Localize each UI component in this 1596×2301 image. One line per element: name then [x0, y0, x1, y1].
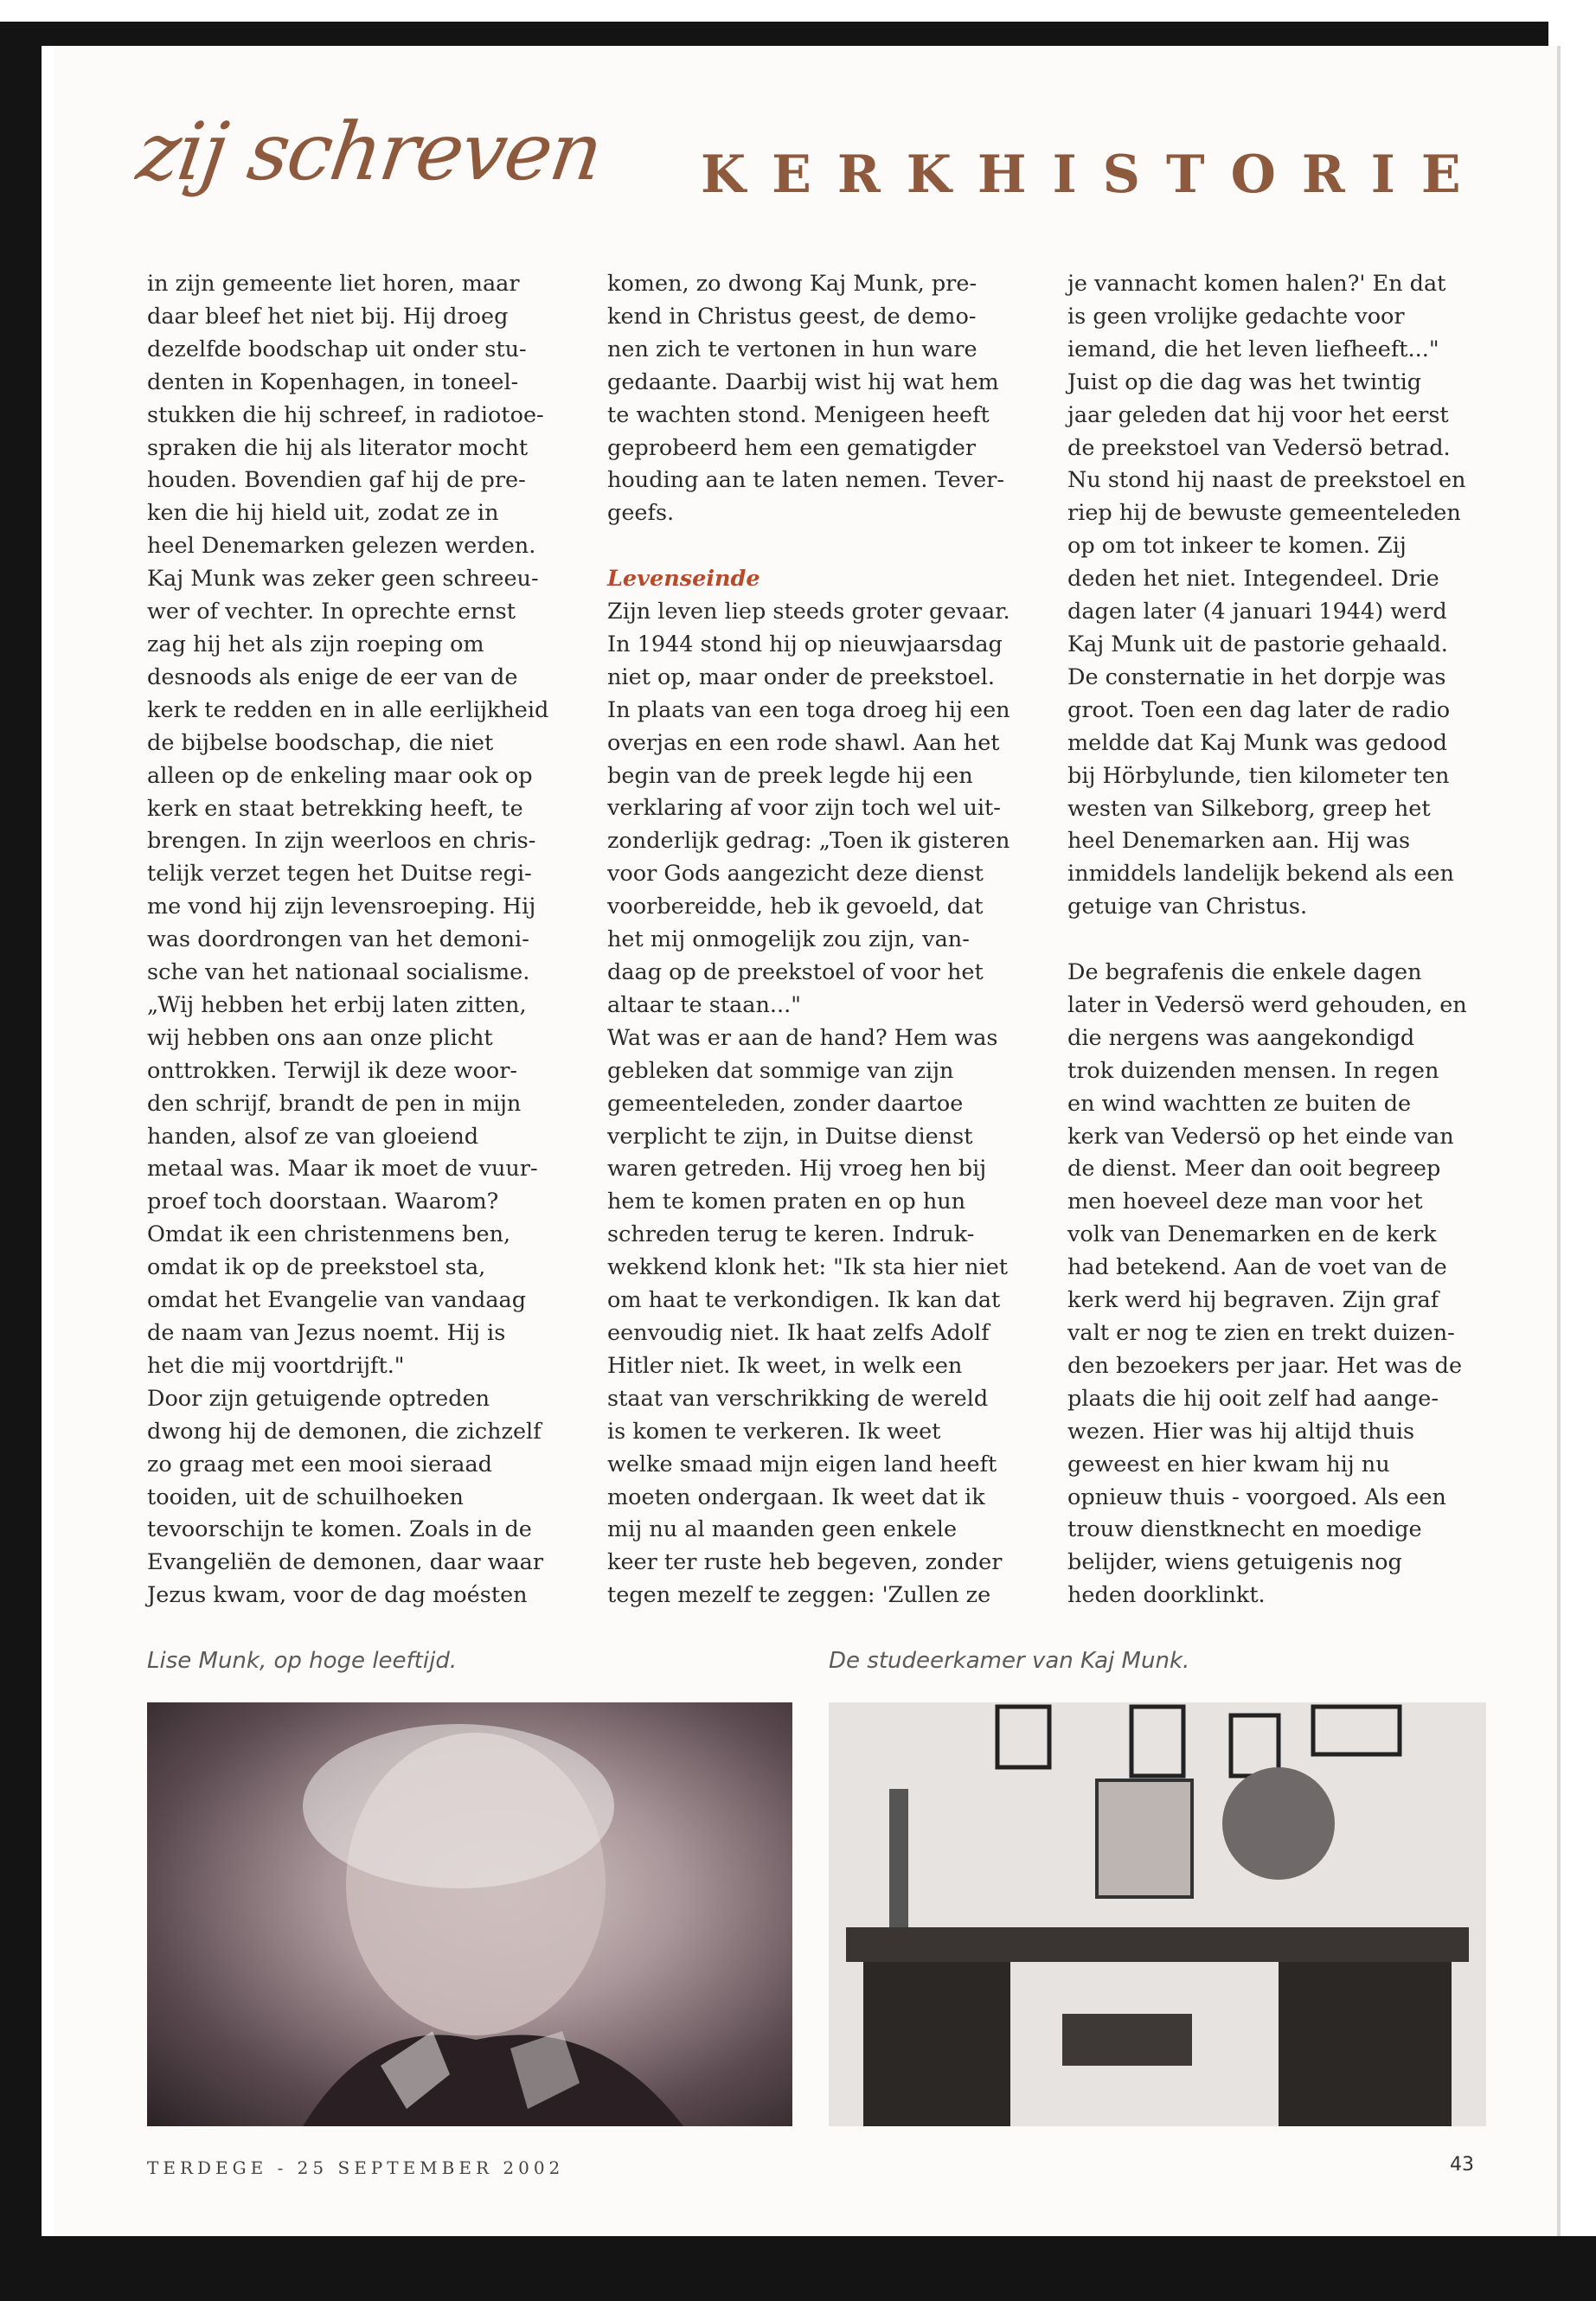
text-line: jaar geleden dat hij voor het eerst — [1067, 401, 1449, 428]
section-title: KERKHISTORIE — [701, 144, 1487, 205]
text-line: iemand, die het leven liefheeft..." — [1067, 336, 1439, 362]
text-line: De begrafenis die enkele dagen — [1067, 959, 1422, 986]
text-line: was doordrongen van het demoni- — [147, 926, 529, 953]
text-line: trouw dienstknecht en moedige — [1067, 1516, 1422, 1543]
text-line: den bezoekers per jaar. Het was de — [1067, 1352, 1463, 1379]
text-line: ken die hij hield uit, zodat ze in — [147, 500, 499, 527]
text-line: daar bleef het niet bij. Hij droeg — [147, 303, 509, 330]
text-line: Zijn leven liep steeds groter gevaar. — [607, 599, 1010, 625]
text-line: voor Gods aangezicht deze dienst — [607, 861, 984, 888]
text-line: riep hij de bewuste gemeenteleden — [1067, 500, 1461, 527]
text-line: te wachten stond. Menigeen heeft — [607, 401, 990, 428]
page-header — [131, 106, 1497, 227]
text-line: Jezus kwam, voor de dag moésten — [147, 1582, 528, 1609]
text-line: verplicht te zijn, in Duitse dienst — [607, 1123, 973, 1150]
text-line: tegen mezelf te zeggen: 'Zullen ze — [607, 1582, 991, 1609]
text-line: inmiddels landelijk bekend als een — [1067, 861, 1454, 888]
text-line: meldde dat Kaj Munk was gedood — [1067, 729, 1447, 756]
text-line: Kaj Munk was zeker geen schreeu- — [147, 566, 539, 593]
text-line: hem te komen praten en op hun — [607, 1189, 966, 1215]
page-number: 43 — [1450, 2154, 1474, 2176]
scan-border-top — [0, 22, 1548, 46]
scan-border-left — [0, 22, 42, 2301]
text-line: spraken die hij als literator mocht — [147, 434, 529, 461]
text-line: om haat te verkondigen. Ik kan dat — [607, 1287, 1001, 1314]
text-line: In 1944 stond hij op nieuwjaarsdag — [607, 631, 1003, 657]
text-line: schreden terug te keren. Indruk- — [607, 1221, 975, 1248]
text-line: telijk verzet tegen het Duitse regi- — [147, 861, 532, 888]
text-line: Wat was er aan de hand? Hem was — [607, 1024, 998, 1051]
text-line: geweest en hier kwam hij nu — [1067, 1451, 1390, 1477]
footer-publication: TERDEGE - 25 SEPTEMBER 2002 — [147, 2157, 565, 2178]
study-room-photo-art — [829, 1702, 1486, 2126]
text-line: heel Denemarken gelezen werden. — [147, 533, 536, 560]
text-line: volk van Denemarken en de kerk — [1067, 1221, 1437, 1248]
text-line: In plaats van een toga droeg hij een — [607, 696, 1010, 723]
text-line: Evangeliën de demonen, daar waar — [147, 1549, 544, 1576]
text-line: kerk werd hij begraven. Zijn graf — [1067, 1287, 1439, 1314]
text-line: wer of vechter. In oprechte ernst — [147, 599, 516, 625]
portrait-photo — [147, 1702, 792, 2126]
text-line: stukken die hij schreef, in radiotoe- — [147, 401, 544, 428]
article-column-1 — [147, 268, 580, 1612]
text-line: trok duizenden mensen. In regen — [1067, 1057, 1439, 1084]
page-edge — [1557, 46, 1561, 2236]
text-line: dezelfde boodschap uit onder stu- — [147, 336, 527, 362]
text-line: waren getreden. Hij vroeg hen bij — [607, 1156, 987, 1183]
scan-border-bottom — [0, 2236, 1596, 2301]
text-line: het die mij voortdrijft." — [147, 1352, 405, 1379]
text-line: alleen op de enkeling maar ook op — [147, 762, 533, 789]
article-column-2 — [607, 268, 1040, 1612]
text-line: onttrokken. Terwijl ik deze woor- — [147, 1057, 517, 1084]
text-line: Juist op die dag was het twintig — [1067, 369, 1422, 395]
portrait-photo-art — [147, 1702, 792, 2126]
text-line: het mij onmogelijk zou zijn, van- — [607, 926, 970, 953]
text-line: geprobeerd hem een gematigder — [607, 434, 977, 461]
text-line: de preekstoel van Vedersö betrad. — [1067, 434, 1451, 461]
text-line: begin van de preek legde hij een — [607, 762, 973, 789]
text-line: Kaj Munk uit de pastorie gehaald. — [1067, 631, 1448, 657]
text-line: die nergens was aangekondigd — [1067, 1024, 1415, 1051]
text-line: gedaante. Daarbij wist hij wat hem — [607, 369, 999, 395]
text-line: had betekend. Aan de voet van de — [1067, 1254, 1447, 1281]
text-line: houden. Bovendien gaf hij de pre- — [147, 467, 526, 494]
study-room-photo — [829, 1702, 1486, 2126]
text-line: zag hij het als zijn roeping om — [147, 631, 484, 657]
text-line: omdat het Evangelie van vandaag — [147, 1287, 527, 1314]
text-line: brengen. In zijn weerloos en chris- — [147, 828, 536, 855]
text-line: tevoorschijn te komen. Zoals in de — [147, 1516, 532, 1543]
text-line: denten in Kopenhagen, in toneel- — [147, 369, 519, 395]
text-line: en wind wachtten ze buiten de — [1067, 1090, 1412, 1117]
text-line: Omdat ik een christenmens ben, — [147, 1221, 511, 1248]
text-line: desnoods als enige de eer van de — [147, 663, 518, 690]
text-line: plaats die hij ooit zelf had aange- — [1067, 1385, 1439, 1412]
text-line: je vannacht komen halen?' En dat — [1067, 271, 1446, 297]
text-line: getuige van Christus. — [1067, 894, 1308, 920]
text-line: houding aan te laten nemen. Tever- — [607, 467, 1004, 494]
text-line: moeten ondergaan. Ik weet dat ik — [607, 1484, 985, 1510]
text-line: is geen vrolijke gedachte voor — [1067, 303, 1405, 330]
text-line: belijder, wiens getuigenis nog — [1067, 1549, 1402, 1576]
text-line: proef toch doorstaan. Waarom? — [147, 1189, 499, 1215]
text-line: men hoeveel deze man voor het — [1067, 1189, 1423, 1215]
photo-caption-right: De studeerkamer van Kaj Munk. — [829, 1648, 1190, 1674]
text-line: is komen te verkeren. Ik weet — [607, 1418, 941, 1445]
text-line: Nu stond hij naast de preekstoel en — [1067, 467, 1466, 494]
text-line: kerk en staat betrekking heeft, te — [147, 795, 523, 822]
text-line: staat van verschrikking de wereld — [607, 1385, 989, 1412]
text-line: kerk te redden en in alle eerlijkheid — [147, 696, 549, 723]
text-line: mij nu al maanden geen enkele — [607, 1516, 958, 1543]
text-line: geefs. — [607, 500, 675, 527]
text-line: voorbereidde, heb ik gevoeld, dat — [607, 894, 984, 920]
text-line: eenvoudig niet. Ik haat zelfs Adolf — [607, 1319, 990, 1346]
text-line: op om tot inkeer te komen. Zij — [1067, 533, 1407, 560]
text-line: zo graag met een mooi sieraad — [147, 1451, 492, 1477]
text-line: De consternatie in het dorpje was — [1067, 663, 1446, 690]
text-line: tooiden, uit de schuilhoeken — [147, 1484, 464, 1510]
subhead-levenseinde: Levenseinde — [607, 566, 760, 593]
text-line: daag op de preekstoel of voor het — [607, 959, 984, 986]
text-line: later in Vedersö werd gehouden, en — [1067, 991, 1467, 1018]
text-line: dwong hij de demonen, die zichzelf — [147, 1418, 542, 1445]
text-line: kerk van Vedersö op het einde van — [1067, 1123, 1454, 1150]
text-line: groot. Toen een dag later de radio — [1067, 696, 1451, 723]
text-line: keer ter ruste heb begeven, zonder — [607, 1549, 1003, 1576]
text-line: niet op, maar onder de preekstoel. — [607, 663, 995, 690]
text-line: in zijn gemeente liet horen, maar — [147, 271, 520, 297]
text-line: valt er nog te zien en trekt duizen- — [1067, 1319, 1455, 1346]
text-line: altaar te staan..." — [607, 991, 801, 1018]
text-line: sche van het nationaal socialisme. — [147, 959, 530, 986]
text-line: bij Hörbylunde, tien kilometer ten — [1067, 762, 1450, 789]
text-line: Hitler niet. Ik weet, in welk een — [607, 1352, 963, 1379]
text-line: den schrijf, brandt de pen in mijn — [147, 1090, 522, 1117]
text-line: de dienst. Meer dan ooit begreep — [1067, 1156, 1441, 1183]
text-line: overjas en een rode shawl. Aan het — [607, 729, 1000, 756]
text-line: heel Denemarken aan. Hij was — [1067, 828, 1411, 855]
text-line: omdat ik op de preekstoel sta, — [147, 1254, 486, 1281]
text-line: heden doorklinkt. — [1067, 1582, 1266, 1609]
text-line: wekkend klonk het: "Ik sta hier niet — [607, 1254, 1009, 1281]
text-line: deden het niet. Integendeel. Drie — [1067, 566, 1439, 593]
text-line: me vond hij zijn levensroeping. Hij — [147, 894, 536, 920]
text-line: de naam van Jezus noemt. Hij is — [147, 1320, 506, 1346]
text-line: „Wij hebben het erbij laten zitten, — [147, 991, 527, 1018]
text-line: wij hebben ons aan onze plicht — [147, 1024, 493, 1051]
text-line: gebleken dat sommige van zijn — [607, 1057, 954, 1084]
text-line: welke smaad mijn eigen land heeft — [607, 1451, 997, 1477]
text-line: nen zich te vertonen in hun ware — [607, 336, 977, 362]
text-line: westen van Silkeborg, greep het — [1067, 795, 1431, 822]
script-title: zij schreven — [131, 106, 607, 198]
photo-caption-left: Lise Munk, op hoge leeftijd. — [147, 1648, 458, 1674]
article-column-3 — [1067, 268, 1500, 1612]
text-line: verklaring af voor zijn toch wel uit- — [607, 795, 1001, 822]
text-line: dagen later (4 januari 1944) werd — [1067, 599, 1447, 625]
text-line: Door zijn getuigende optreden — [147, 1385, 490, 1412]
text-line: opnieuw thuis - voorgoed. Als een — [1067, 1484, 1446, 1510]
text-line: kend in Christus geest, de demo- — [607, 303, 977, 330]
text-line: gemeenteleden, zonder daartoe — [607, 1090, 964, 1117]
text-line: wezen. Hier was hij altijd thuis — [1067, 1418, 1415, 1445]
text-line: metaal was. Maar ik moet de vuur- — [147, 1156, 538, 1183]
text-line: handen, alsof ze van gloeiend — [147, 1123, 479, 1150]
text-line: komen, zo dwong Kaj Munk, pre- — [607, 271, 977, 297]
text-line: zonderlijk gedrag: „Toen ik gisteren — [607, 828, 1010, 855]
text-line: de bijbelse boodschap, die niet — [147, 729, 494, 756]
